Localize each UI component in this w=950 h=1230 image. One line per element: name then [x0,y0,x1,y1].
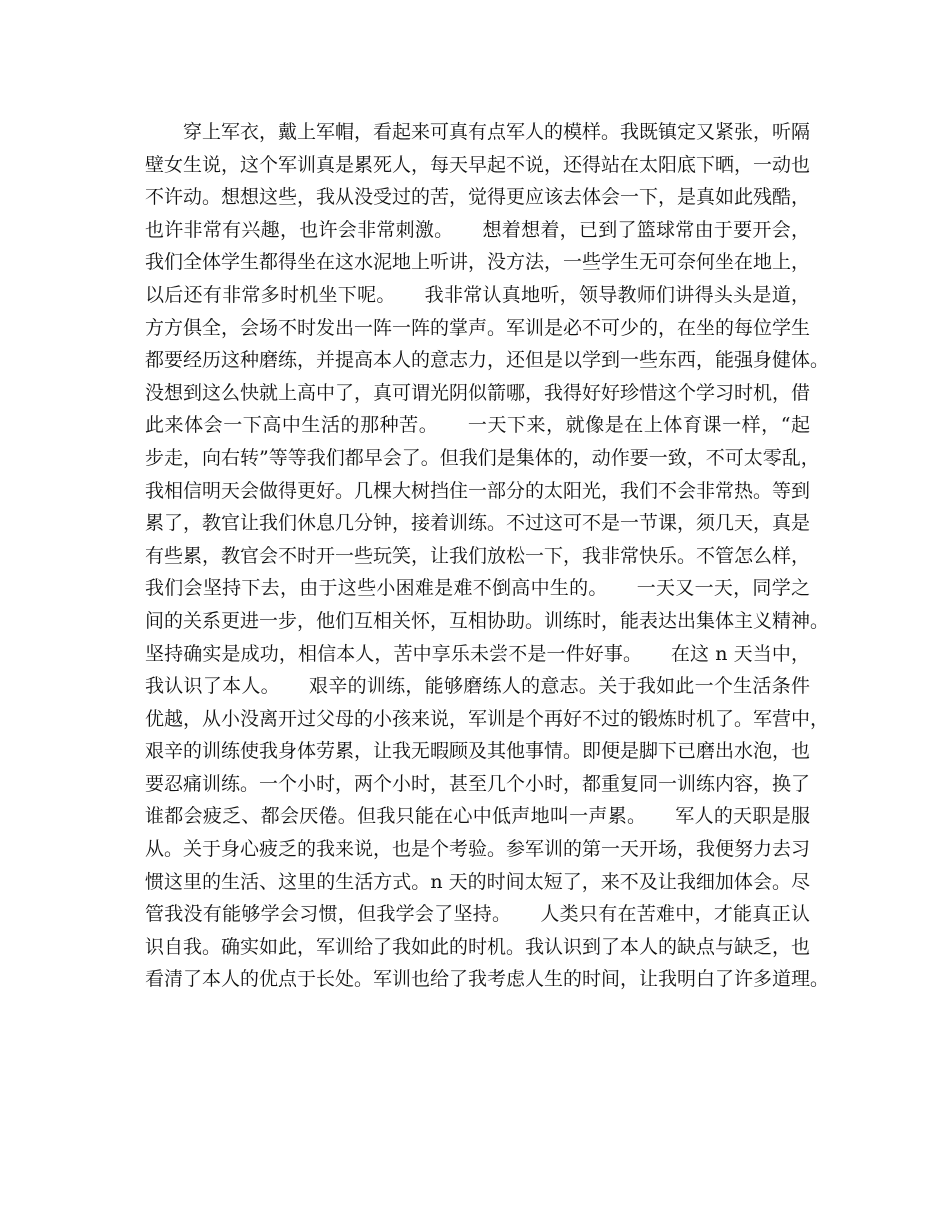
text-line: 艰辛的训练使我身体劳累，让我无暇顾及其他事情。即便是脚下已磨出水泡，也 [145,740,811,763]
text-line: 间的关系更进一步，他们互相关怀，互相协助。训练时，能表达出集体主义精神。 [145,609,830,632]
text-line: 我相信明天会做得更好。几棵大树挡住一部分的太阳光，我们不会非常热。等到 [145,479,811,502]
body-text [145,116,830,996]
text-line: 步走，向右转”等等我们都早会了。但我们是集体的，动作要一致，不可太零乱， [145,446,820,469]
text-line: 不许动。想想这些，我从没受过的苦，觉得更应该去体会一下，是真如此残酷， [145,186,811,209]
text-line: 也许非常有兴趣，也许会非常刺激。 想着想着，已到了篮球常由于要开会， [145,218,810,241]
text-line: 看清了本人的优点于长处。军训也给了我考虑人生的时间，让我明白了许多道理。 [145,968,830,991]
text-line: 我们会坚持下去，由于这些小困难是难不倒高中生的。 一天又一天，同学之 [145,577,810,600]
text-line: 有些累，教官会不时开一些玩笑，让我们放松一下，我非常快乐。不管怎么样， [145,544,811,567]
text-line: 坚持确实是成功，相信本人，苦中享乐未尝不是一件好事。 在这 n 天当中， [145,642,810,665]
text-line: 管我没有能够学会习惯，但我学会了坚持。 人类只有在苦难中，才能真正认 [145,903,810,926]
text-line: 累了，教官让我们休息几分钟，接着训练。不过这可不是一节课，须几天，真是 [145,512,811,535]
text-line: 优越，从小没离开过父母的小孩来说，军训是个再好不过的锻炼时机了。军营中， [145,707,830,730]
text-line: 我们全体学生都得坐在这水泥地上听讲，没方法，一些学生无可奈何坐在地上， [145,251,811,274]
text-line: 此来体会一下高中生活的那种苦。 一天下来，就像是在上体育课一样，“起 [145,414,810,437]
text-line: 惯这里的生活、这里的生活方式。n 天的时间太短了，来不及让我细加体会。尽 [145,870,810,893]
text-line: 从。关于身心疲乏的我来说，也是个考验。参军训的第一天开场，我便努力去习 [145,838,811,861]
text-line: 方方俱全，会场不时发出一阵一阵的掌声。军训是必不可少的，在坐的每位学生 [145,316,811,339]
text-line: 要忍痛训练。一个小时，两个小时，甚至几个小时，都重复同一训练内容，换了 [145,772,811,795]
text-line: 壁女生说，这个军训真是累死人，每天早起不说，还得站在太阳底下晒，一动也 [145,153,811,176]
text-line: 以后还有非常多时机坐下呢。 我非常认真地听，领导教师们讲得头头是道， [145,283,810,306]
text-line: 我认识了本人。 艰辛的训练，能够磨练人的意志。关于我如此一个生活条件 [145,675,810,698]
text-line: 都要经历这种磨练，并提高本人的意志力，还但是以学到一些东西，能强身健体。 [145,349,830,372]
text-line: 谁都会疲乏、都会厌倦。但我只能在心中低声地叫一声累。 军人的天职是服 [145,805,810,828]
text-line: 识自我。确实如此，军训给了我如此的时机。我认识到了本人的缺点与缺乏，也 [145,935,811,958]
text-line: 没想到这么快就上高中了，真可谓光阴似箭哪，我得好好珍惜这个学习时机，借 [145,381,811,404]
text-line: 穿上军衣，戴上军帽，看起来可真有点军人的模样。我既镇定又紧张，听隔 [145,121,811,143]
